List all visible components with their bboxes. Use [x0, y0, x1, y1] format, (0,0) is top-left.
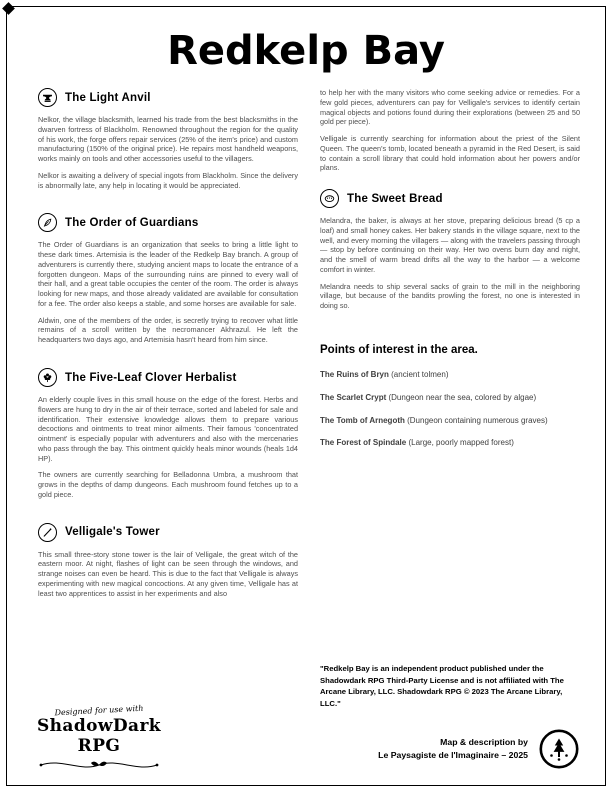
section-velligales-tower	[38, 523, 298, 606]
section-header	[320, 189, 580, 208]
anvil-icon	[38, 88, 57, 107]
poi-item	[320, 416, 580, 427]
shadowdark-logo-title: ShadowDark RPG	[36, 716, 161, 756]
flourish-icon	[37, 757, 161, 773]
poi-item	[320, 393, 580, 404]
legal-notice: "Redkelp Bay is an independent product published under the Shadowdark RPG Third-Party License and is not affiliated with The Arcane Library, LLC. Shadowdark RPG © 2023 The Arcane Library, LLC."	[320, 663, 564, 709]
artist-stamp-icon	[538, 728, 580, 770]
poi-name: The Ruins of Bryn	[320, 370, 389, 380]
credit-line2: Le Paysagiste de l'Imaginaire – 2025	[378, 750, 528, 760]
shadowdark-logo	[34, 703, 164, 778]
points-of-interest-heading: Points of interest in the area.	[320, 344, 478, 357]
section-header	[38, 368, 298, 387]
paragraph: Nelkor is awaiting a delivery of special ingots from Blackholm. Since the delivery is abnormally late, any help in locating it would be appreciated.	[38, 170, 298, 190]
shadowdark-logo-tagline: Designed for use with	[54, 703, 144, 718]
bread-icon	[320, 189, 339, 208]
poi-name: The Tomb of Arnegoth	[320, 415, 405, 425]
credit-text	[378, 736, 528, 763]
wand-icon	[38, 523, 57, 542]
page-title: Redkelp Bay	[167, 28, 445, 74]
section-header	[38, 213, 298, 232]
clover-icon	[38, 368, 57, 387]
section-order-of-guardians	[38, 213, 298, 352]
poi-name: The Scarlet Crypt	[320, 392, 387, 402]
right-column	[320, 88, 580, 770]
section-five-leaf-clover-herbalist	[38, 368, 298, 507]
section-sweet-bread	[320, 189, 580, 318]
paragraph: The owners are currently searching for Belladonna Umbra, a mushroom that grows in the depths of damp dungeons. Each mushroom found fetches up to a gold piece.	[38, 470, 298, 499]
poi-item	[320, 438, 580, 449]
poi-item	[320, 370, 580, 381]
poi-name: The Forest of Spindale	[320, 438, 407, 448]
paragraph: Melandra needs to ship several sacks of grain to the mill in the neighboring village, but because of the bandits prowling the forest, no one is interested in doing so.	[320, 281, 580, 311]
paragraph: An elderly couple lives in this small house on the edge of the forest. Herbs and flowers are hung to dry in the air of their terrace, sorted and labeled for sale and identification. Their extensive knowledge allows them to prepare various decoctions and ointments to treat minor ailments. Their famous 'concentrated ointment' is especially popular with adventurers and also with the mercenaries who pass through the bay. This ointment quickly heals minor wounds (heals 1d4 HP).	[38, 395, 298, 463]
content-columns	[38, 88, 580, 770]
section-header	[38, 523, 298, 542]
poi-desc: (Dungeon containing numerous graves)	[407, 415, 548, 425]
section-title: The Order of Guardians	[65, 216, 199, 229]
paragraph-continued: to help her with the many visitors who come seeking advice or remedies. For a few gold pieces, adventurers can pay for Velligale's services to identify certain magical objects and potions found during their explorations (between 25 and 50 gold per piece).	[320, 88, 580, 127]
credit-row	[320, 728, 580, 770]
paragraph: Melandra, the baker, is always at her stove, preparing delicious bread (5 cp a loaf) and small honey cakes. Her bakery stands in the village square, next to the well, and every morning the villagers — along with the travelers passing through — stop by before continuing on their way. Her two ovens burn day and night, and the smell of warm bread drifts all the way to the harbor — a welcome comfort in winter.	[320, 216, 580, 274]
poi-desc: (ancient tolmen)	[391, 370, 449, 380]
paragraph: The Order of Guardians is an organization that seeks to bring a little light to these dark times. Artemisia is the leader of the Redkelp Bay branch. A group of adventurers is currently there, studying ancient maps to locate the entrance of a forgotten dungeon. Maps of the surrounding ruins are pinned to every wall of their hall, and a great table occupies the center of the room. The order is always looking for new maps, and those already validated are available for consultation for a fee. The order also keeps a stable, and some horses are available for sale.	[38, 240, 298, 308]
quill-icon	[38, 213, 57, 232]
section-title: Velligale's Tower	[65, 526, 160, 539]
paragraph: This small three-story stone tower is the lair of Velligale, the great witch of the eastern moor. At night, flashes of light can be seen through the windows, and strange noises can even be heard. This is due to the fact that Velligale is always experimenting with new magical concoctions. At any given time, Velligale has at least two apprentices to assist in her experiments and also	[38, 549, 298, 598]
points-of-interest	[320, 340, 580, 461]
paragraph: Aldwin, one of the members of the order, is secretly trying to recover what little remains of a scroll written by the necromancer Akhrazul. He left the headquarters two days ago, and Artemisia hasn't heard from him since.	[38, 315, 298, 345]
corner-diamond-ornament	[2, 2, 15, 15]
left-column	[38, 88, 298, 770]
poi-desc: (Large, poorly mapped forest)	[408, 438, 514, 448]
section-header	[38, 88, 298, 107]
section-title: The Five-Leaf Clover Herbalist	[65, 371, 237, 384]
section-title: The Light Anvil	[65, 91, 151, 104]
section-light-anvil	[38, 88, 298, 197]
section-title: The Sweet Bread	[347, 192, 443, 205]
credit-line1: Map & description by	[440, 736, 528, 747]
paragraph: Nelkor, the village blacksmith, learned his trade from the best blacksmiths in the dwarven fortress of Blackholm. Renowned throughout the region for the quality of his work, the forge offers repair services (25% of the item's price) and custom manufacturing (150% of the original price). He repairs most handheld weapons, works mainly on tools and other accessories useful to the villagers.	[38, 115, 298, 164]
paragraph-continued: Velligale is currently searching for information about the priest of the Silent Queen. The queen's tomb, located beneath a pyramid in the Red Desert, is said to contain a scroll library that could hold information about her powers and/or plans.	[320, 134, 580, 173]
poi-desc: (Dungeon near the sea, colored by algae)	[388, 392, 537, 402]
